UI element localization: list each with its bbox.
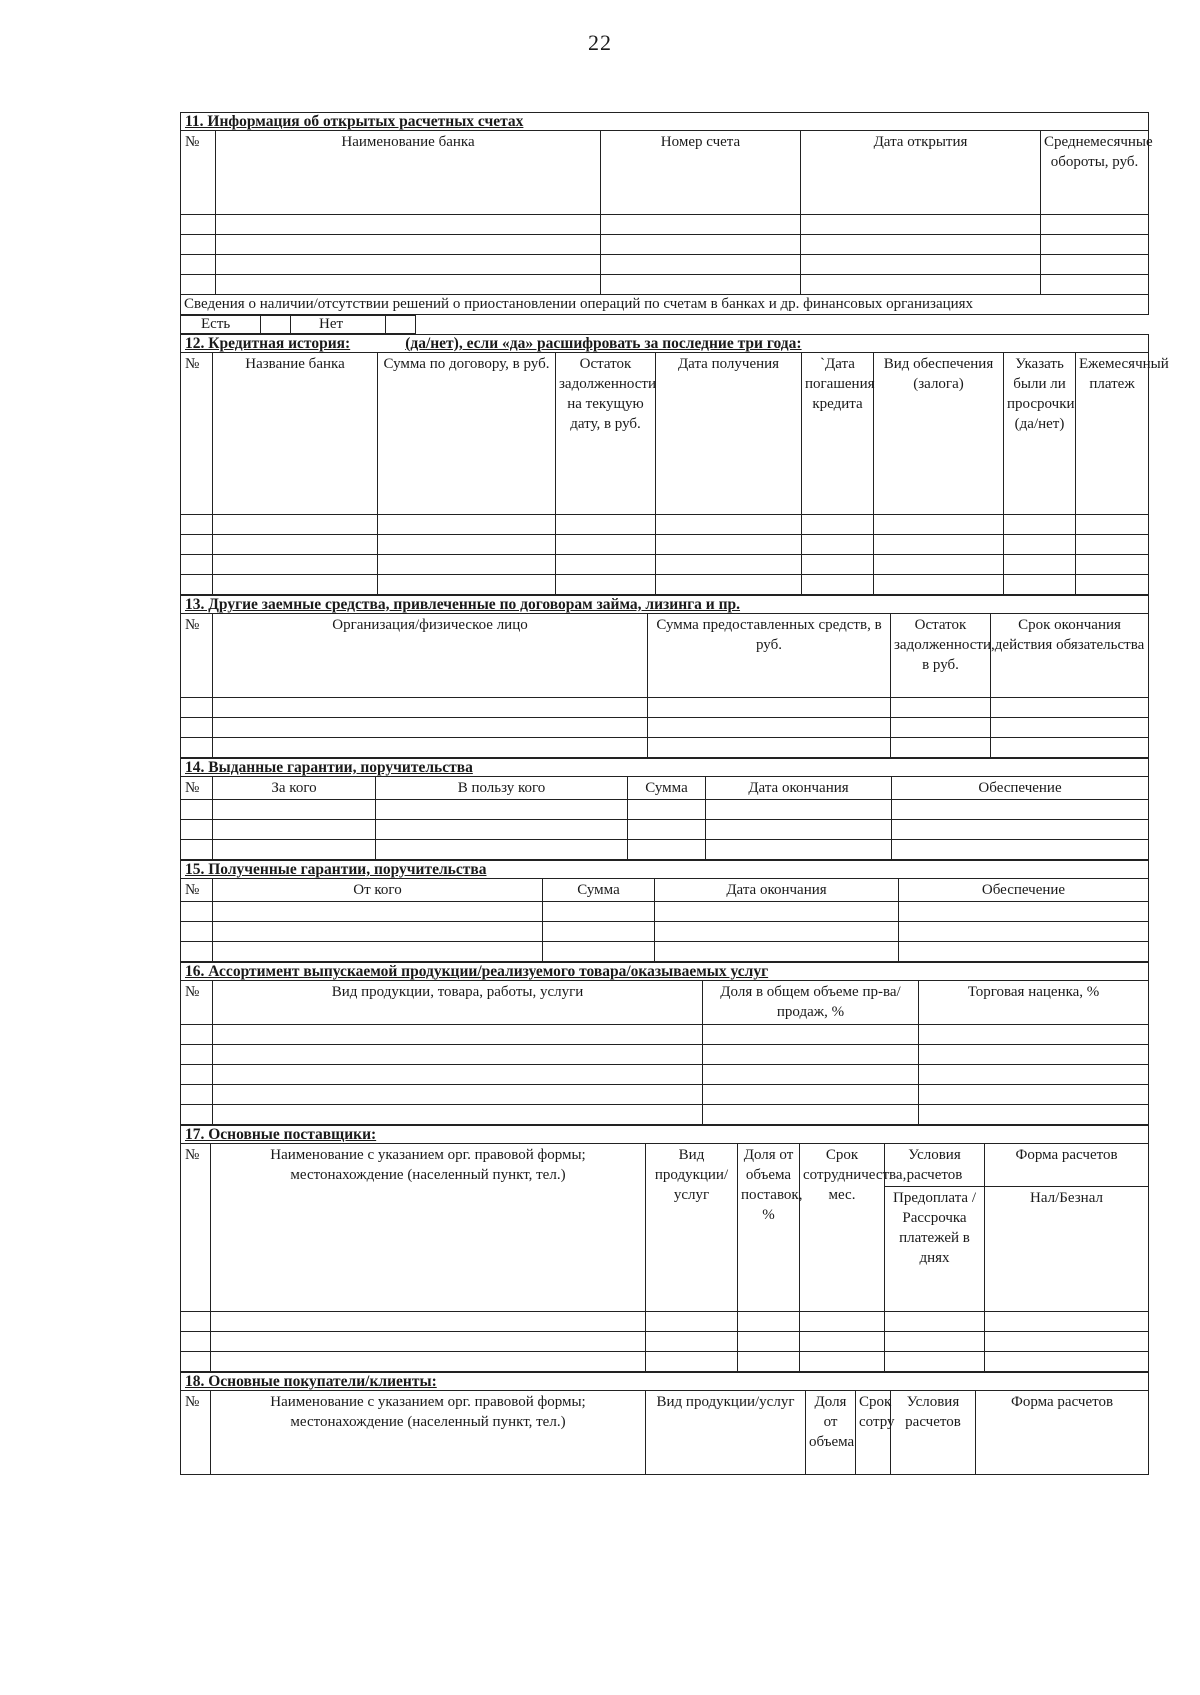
table-row[interactable] xyxy=(181,255,1149,275)
col-cooperation-term: Срок сотру xyxy=(856,1391,891,1475)
table-row[interactable] xyxy=(181,902,1149,922)
col-from-whom: От кого xyxy=(213,879,543,902)
col-markup: Торговая наценка, % xyxy=(919,981,1149,1025)
section-15-title: 15. Полученные гарантии, поручительства xyxy=(181,861,1149,879)
table-row[interactable] xyxy=(181,515,1149,535)
table-row[interactable] xyxy=(181,1065,1149,1085)
table-row[interactable] xyxy=(181,1352,1149,1372)
col-product-type: Вид продукции/услуг xyxy=(646,1144,738,1312)
col-collateral: Обеспечение xyxy=(899,879,1149,902)
table-row[interactable] xyxy=(181,1105,1149,1125)
table-row[interactable] xyxy=(181,1312,1149,1332)
col-num: № xyxy=(181,981,213,1025)
table-row[interactable] xyxy=(181,1332,1149,1352)
page-number: 22 xyxy=(588,30,612,55)
col-payment-terms: Условия расчетов xyxy=(885,1144,985,1187)
col-collateral: Обеспечение xyxy=(892,777,1149,800)
col-for-whom: За кого xyxy=(213,777,376,800)
table-row[interactable] xyxy=(181,275,1149,295)
yes-box[interactable] xyxy=(261,316,291,334)
col-num: № xyxy=(181,614,213,698)
no-label: Нет xyxy=(291,316,386,334)
col-collateral-type: Вид обеспечения (залога) xyxy=(874,353,1004,515)
section-11-table xyxy=(180,112,1153,315)
col-num: № xyxy=(181,777,213,800)
section-15-table xyxy=(180,860,1149,962)
suspension-note: Сведения о наличии/отсутствии решений о приостановлении операций по счетам в банках и др. финансовых организациях xyxy=(181,295,1149,315)
table-row[interactable] xyxy=(181,800,1149,820)
table-row[interactable] xyxy=(181,555,1149,575)
col-payment-terms: Условия расчетов xyxy=(891,1391,976,1475)
col-bank-name: Наименование банка xyxy=(216,131,601,215)
col-payment-form: Форма расчетов xyxy=(976,1391,1149,1475)
col-account-number: Номер счета xyxy=(601,131,801,215)
table-row[interactable] xyxy=(181,1085,1149,1105)
table-row[interactable] xyxy=(181,575,1149,595)
col-receipt-date: Дата получения xyxy=(656,353,802,515)
section-16-title: 16. Ассортимент выпускаемой продукции/реализуемого товара/оказываемых услуг xyxy=(181,963,1149,981)
section-17-table xyxy=(180,1125,1149,1372)
table-row[interactable] xyxy=(181,840,1149,860)
table-row[interactable] xyxy=(181,1045,1149,1065)
table-row[interactable] xyxy=(181,922,1149,942)
questionnaire-form xyxy=(180,112,1169,1475)
table-row[interactable] xyxy=(181,215,1149,235)
table-row[interactable] xyxy=(181,942,1149,962)
table-row[interactable] xyxy=(181,235,1149,255)
col-product-type: Вид продукции/услуг xyxy=(646,1391,806,1475)
col-payment-terms-sub: Предоплата / Рассрочка платежей в днях xyxy=(885,1187,985,1312)
section-16-table xyxy=(180,962,1149,1125)
col-payment-form-sub: Нал/Безнал xyxy=(985,1187,1149,1312)
col-payment-form: Форма расчетов xyxy=(985,1144,1149,1187)
col-num: № xyxy=(181,353,213,515)
col-num: № xyxy=(181,1391,211,1475)
col-amount: Сумма xyxy=(628,777,706,800)
col-product-type: Вид продукции, товара, работы, услуги xyxy=(213,981,703,1025)
section-13-table xyxy=(180,595,1149,758)
section-18-table xyxy=(180,1372,1149,1475)
no-box[interactable] xyxy=(386,316,416,334)
section-13-title: 13. Другие заемные средства, привлеченные по договорам займа, лизинга и пр. xyxy=(181,596,1149,614)
section-18-title: 18. Основные покупатели/клиенты: xyxy=(181,1373,1149,1391)
col-num: № xyxy=(181,879,213,902)
col-debt-balance: Остаток задолженности, в руб. xyxy=(891,614,991,698)
table-row[interactable] xyxy=(181,718,1149,738)
col-amount: Сумма xyxy=(543,879,655,902)
col-supply-share: Доля от объема поставок, % xyxy=(738,1144,800,1312)
section-12-table xyxy=(180,334,1169,595)
section-14-table xyxy=(180,758,1149,860)
table-row[interactable] xyxy=(181,738,1149,758)
col-contract-sum: Сумма по договору, в руб. xyxy=(378,353,556,515)
table-row[interactable] xyxy=(181,820,1149,840)
col-monthly-payment: Ежемесячный платеж xyxy=(1076,353,1149,515)
col-overdue: Указать были ли просрочки (да/нет) xyxy=(1004,353,1076,515)
col-in-favor-of: В пользу кого xyxy=(376,777,628,800)
yes-label: Есть xyxy=(181,316,261,334)
col-customer-name: Наименование с указанием орг. правовой формы; местонахождение (населенный пункт, тел.) xyxy=(211,1391,646,1475)
col-organization: Организация/физическое лицо xyxy=(213,614,648,698)
col-supplier-name: Наименование с указанием орг. правовой формы; местонахождение (населенный пункт, тел.) xyxy=(211,1144,646,1312)
table-row[interactable] xyxy=(181,698,1149,718)
col-share: Доля в общем объеме пр-ва/продаж, % xyxy=(703,981,919,1025)
table-row[interactable] xyxy=(181,1025,1149,1045)
section-12-title: 12. Кредитная история: (да/нет), если «да» расшифровать за последние три года: xyxy=(181,335,1149,353)
col-end-date: Дата окончания xyxy=(655,879,899,902)
section-11-yes-no xyxy=(180,315,1148,334)
col-provided-sum: Сумма предоставленных средств, в руб. xyxy=(648,614,891,698)
col-num: № xyxy=(181,1144,211,1312)
col-end-date: Срок окончания действия обязательства xyxy=(991,614,1149,698)
col-open-date: Дата открытия xyxy=(801,131,1041,215)
table-row[interactable] xyxy=(181,535,1149,555)
col-cooperation-term: Срок сотрудничества, мес. xyxy=(800,1144,885,1312)
col-num: № xyxy=(181,131,216,215)
col-debt-balance: Остаток задолженности на текущую дату, в руб. xyxy=(556,353,656,515)
section-14-title: 14. Выданные гарантии, поручительства xyxy=(181,759,1149,777)
col-repayment-date: `Дата погашения кредита xyxy=(802,353,874,515)
col-bank-name: Название банка xyxy=(213,353,378,515)
col-end-date: Дата окончания xyxy=(706,777,892,800)
col-monthly-turnover: Среднемесячные обороты, руб. xyxy=(1041,131,1149,215)
section-11-title: 11. Информация об открытых расчетных счетах xyxy=(181,113,1149,131)
section-17-title: 17. Основные поставщики: xyxy=(181,1126,1149,1144)
col-volume-share: Доля от объема xyxy=(806,1391,856,1475)
